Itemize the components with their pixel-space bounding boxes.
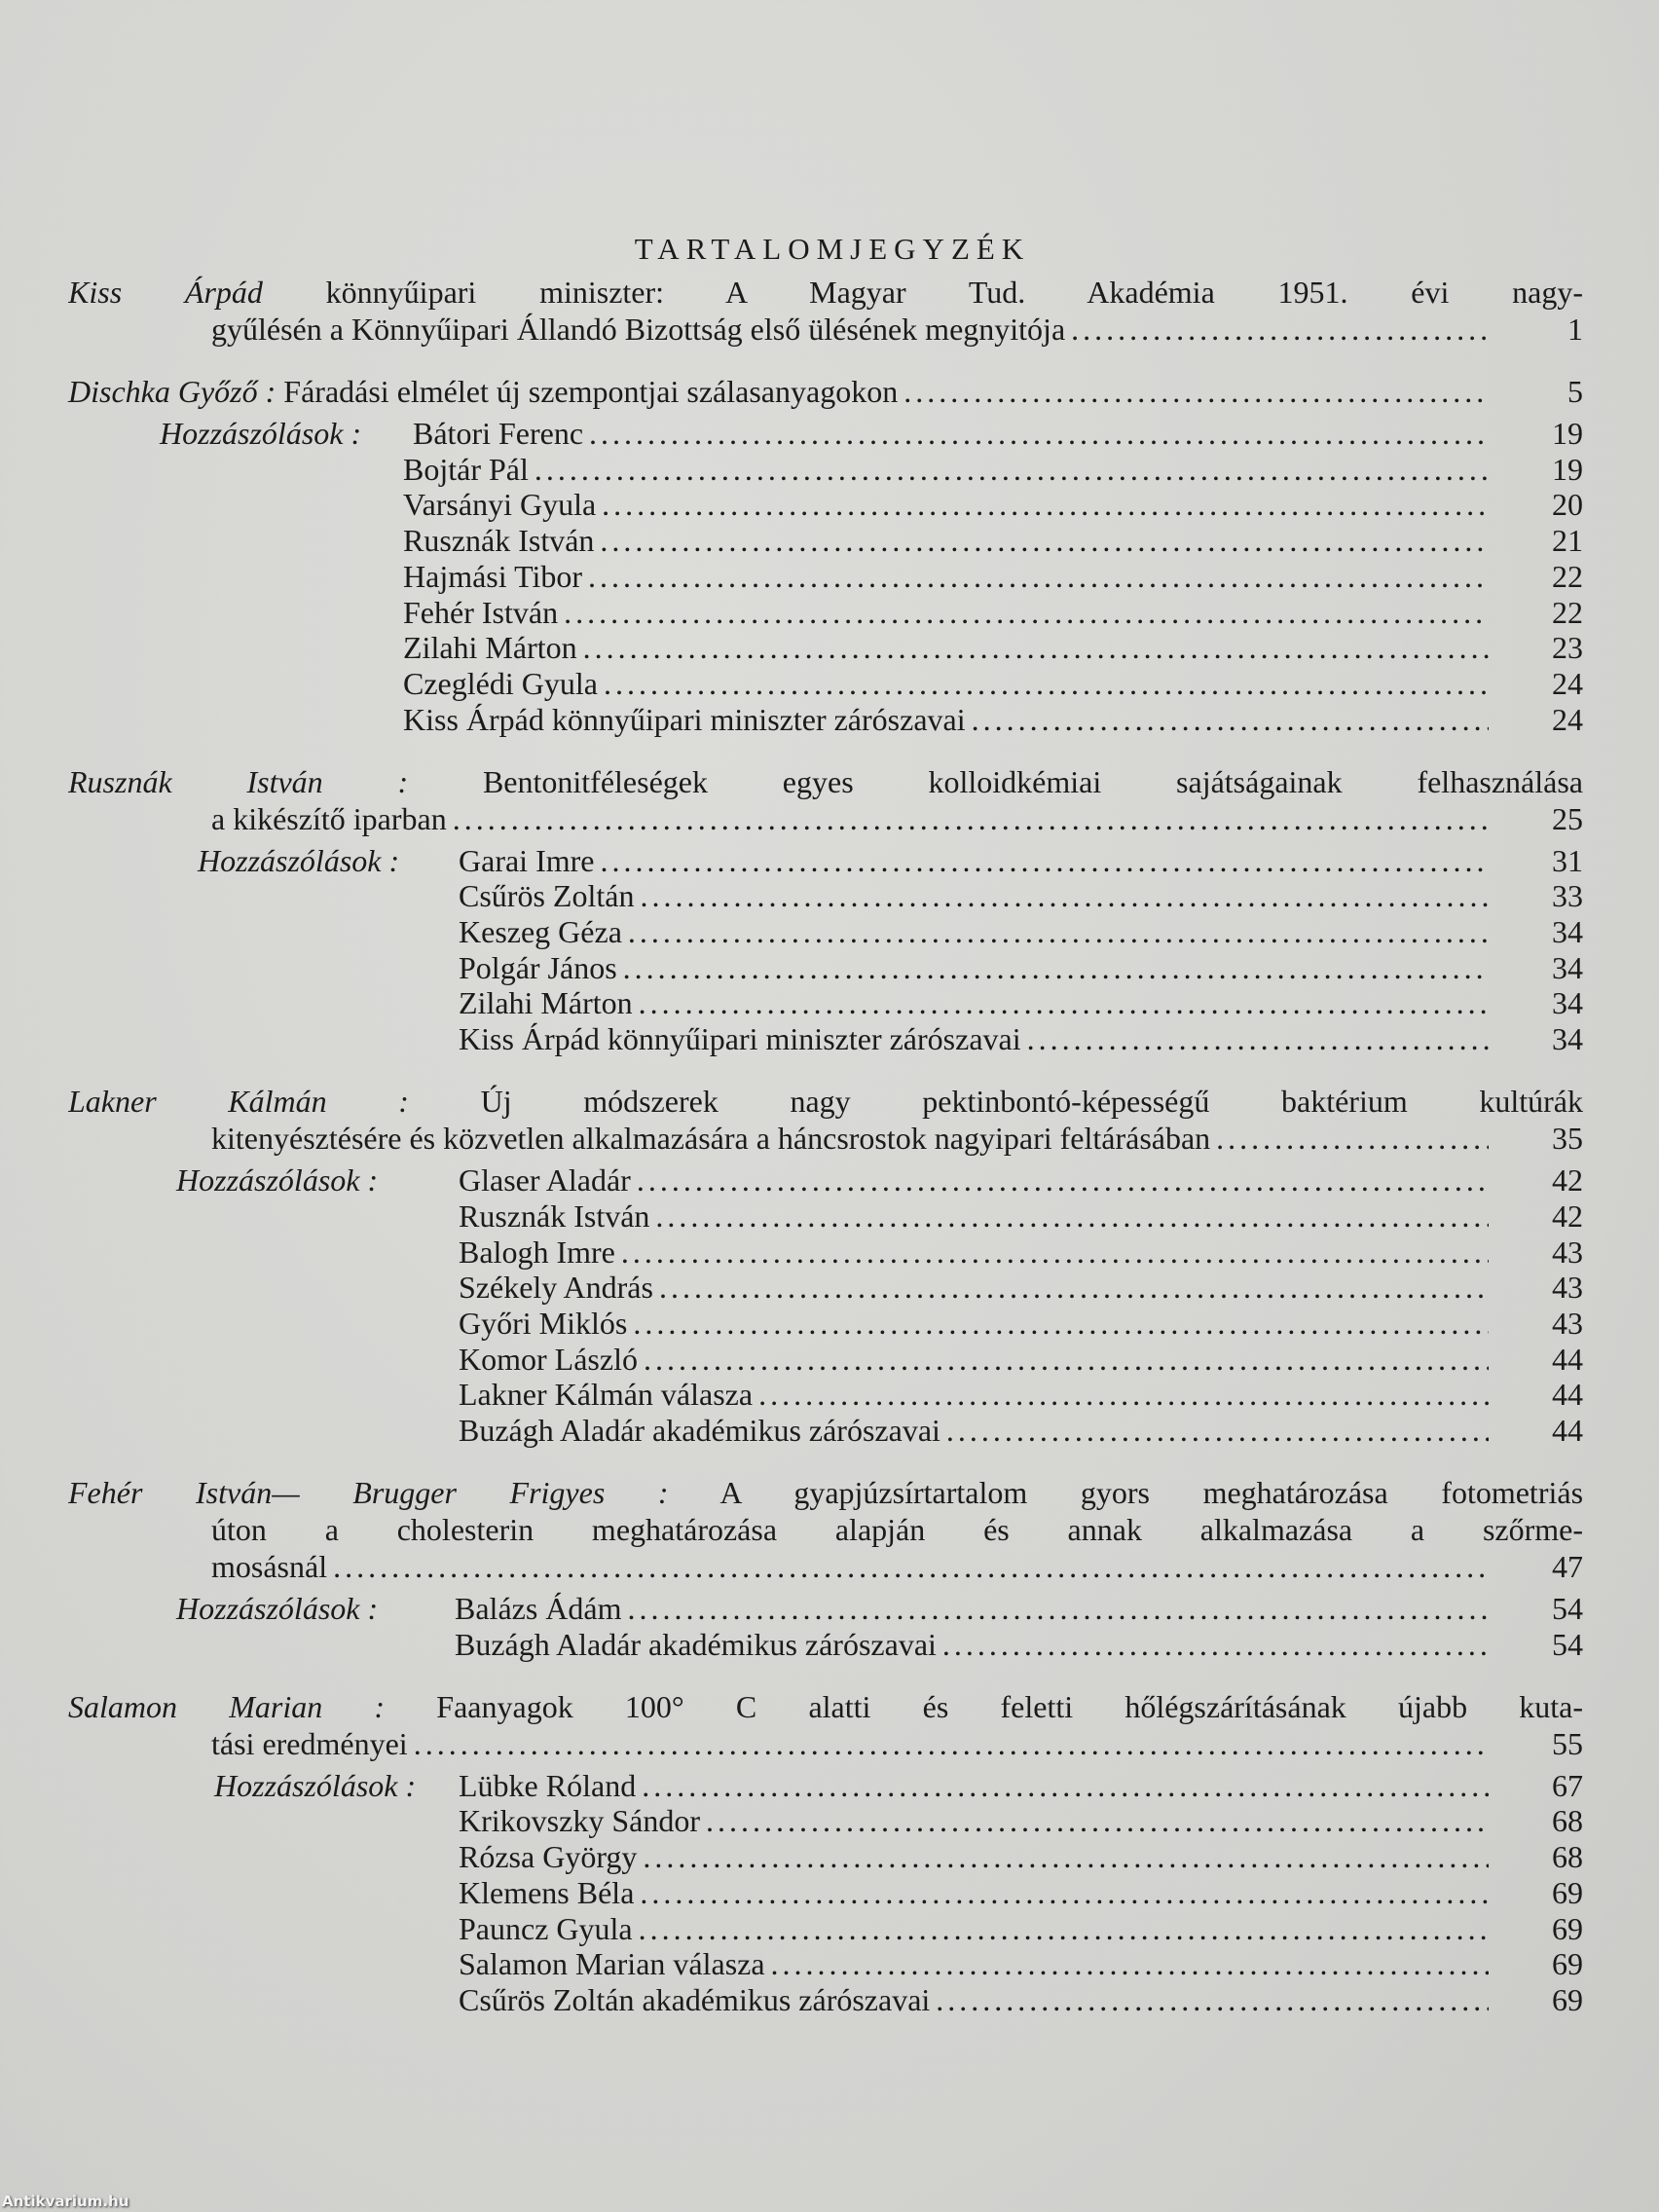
page-number: 21 [1552, 523, 1583, 559]
dot-leader [564, 595, 1489, 631]
dot-leader [972, 702, 1489, 738]
page-number: 69 [1552, 1981, 1583, 2017]
page-number: 22 [1552, 558, 1583, 594]
dot-leader [1027, 1021, 1489, 1057]
discussion-line [459, 1198, 1583, 1235]
dot-leader [621, 1235, 1489, 1271]
discussion-line [214, 1767, 1583, 1804]
page-number: 44 [1552, 1341, 1583, 1377]
discussion-line [176, 1591, 1583, 1627]
entry-title: a kikészítő iparban [211, 800, 447, 836]
page-number: 22 [1552, 594, 1583, 630]
page-number: 25 [1552, 800, 1583, 836]
entry-title: könnyűipari miniszter: A Magyar Tud. Akadémia 1951. évi nagy- [325, 275, 1583, 310]
discussion-line [403, 630, 1583, 666]
entry-title: úton a cholesterin meghatározása alapján és annak alkalmazása a szőrme- [211, 1512, 1583, 1547]
dot-leader [535, 452, 1489, 488]
entry-title-text [68, 1084, 1583, 1120]
discussion-line [403, 595, 1583, 631]
entry-title-text [68, 275, 1583, 311]
toc-entry-line [68, 1475, 1583, 1511]
page-number: 24 [1552, 701, 1583, 737]
dot-leader [946, 1413, 1489, 1449]
discussion-line [459, 1839, 1583, 1875]
entry-author: Kiss Árpád [68, 275, 263, 310]
discussant-name: Kiss Árpád könnyűipari miniszter zárószavai [403, 701, 966, 737]
discussion-line [198, 842, 1583, 879]
discussion-line [455, 1627, 1583, 1663]
entry-title-text [211, 1512, 1583, 1548]
entry-title-text [211, 1549, 327, 1585]
discussion-line [459, 1021, 1583, 1057]
toc-entry-line [68, 1689, 1583, 1725]
toc-entry-line [211, 801, 1583, 837]
dot-leader [642, 1768, 1489, 1804]
dot-leader [583, 630, 1489, 666]
discussions-label: Hozzászólások : [176, 1591, 379, 1626]
dot-leader [771, 1946, 1489, 1982]
discussant-name: Lübke Róland [459, 1767, 637, 1803]
discussion-line [176, 1162, 1583, 1198]
entry-title-text [211, 801, 447, 837]
entry-title: kitenyésztésére és közvetlen alkalmazására a háncsrostok nagyipari feltárásában [211, 1121, 1211, 1157]
toc-entry-line [211, 1549, 1583, 1585]
discussion-line [403, 559, 1583, 595]
page-number: 33 [1552, 878, 1583, 914]
entry-title: A gyapjúzsírtartalom gyors meghatározása fotometriás [719, 1475, 1583, 1510]
discussion-line [459, 878, 1583, 914]
dot-leader [903, 374, 1489, 410]
discussant-name: Székely András [459, 1270, 653, 1306]
entry-title-text [68, 1475, 1583, 1511]
page-number: 19 [1552, 416, 1583, 451]
discussant-name: Fehér István [403, 594, 559, 630]
toc-entry-line [211, 1121, 1583, 1157]
discussion-line [403, 702, 1583, 738]
entry-title-text [68, 1689, 1583, 1725]
dot-leader [936, 1982, 1489, 2018]
page-title: TARTALOMJEGYZÉK [634, 232, 1031, 266]
discussant-name: Polgár János [459, 949, 617, 985]
discussant-name: Rózsa György [459, 1839, 638, 1875]
dot-leader [706, 1803, 1489, 1839]
discussion-line [459, 1413, 1583, 1449]
dot-leader [333, 1549, 1489, 1585]
page-number: 43 [1552, 1270, 1583, 1306]
discussant-name: Győri Miklós [459, 1305, 628, 1341]
dot-leader [414, 1726, 1489, 1762]
discussant-name: Lakner Kálmán válasza [459, 1377, 754, 1413]
discussant-name: Csűrös Zoltán [459, 878, 635, 914]
dot-leader [628, 1591, 1490, 1627]
page-number: 5 [1567, 374, 1583, 409]
page-number: 68 [1552, 1839, 1583, 1875]
dot-leader [633, 1306, 1489, 1342]
page-number: 43 [1552, 1234, 1583, 1270]
dot-leader [655, 1198, 1489, 1235]
page-number: 34 [1552, 985, 1583, 1021]
discussant-name: Rusznák István [459, 1198, 650, 1234]
page-number: 23 [1552, 630, 1583, 666]
discussant-name: Buzágh Aladár akadémikus zárószavai [455, 1626, 937, 1662]
dot-leader [659, 1270, 1489, 1306]
entry-author: Rusznák István : [68, 763, 409, 799]
dot-leader [589, 416, 1489, 452]
dot-leader [639, 1911, 1489, 1947]
entry-title-text [211, 1121, 1210, 1157]
page-number: 67 [1552, 1767, 1583, 1803]
dot-leader [1216, 1121, 1489, 1157]
discussion-line [459, 1270, 1583, 1306]
discussion-line [459, 1911, 1583, 1947]
entry-author: Fehér István— Brugger Frigyes : [68, 1475, 669, 1510]
toc-entry-line [68, 764, 1583, 800]
page-number: 35 [1552, 1121, 1583, 1157]
page-number: 34 [1552, 914, 1583, 949]
discussion-line [459, 914, 1583, 950]
page-number: 69 [1552, 1910, 1583, 1946]
discussant-name: Bátori Ferenc [413, 416, 584, 451]
discussion-line [403, 666, 1583, 702]
discussions-label: Hozzászólások : [176, 1162, 379, 1198]
discussant-name: Balogh Imre [459, 1234, 615, 1270]
discussant-name: Zilahi Márton [403, 630, 577, 666]
entry-title-text [211, 1726, 408, 1762]
page-number: 42 [1552, 1162, 1583, 1198]
dot-leader [588, 559, 1489, 595]
discussion-line [459, 1235, 1583, 1271]
entry-title: gyűlésén a Könnyűipari Állandó Bizottság első ülésének megnyitója [211, 312, 1066, 347]
discussant-name: Keszeg Géza [459, 914, 622, 949]
discussion-line [459, 1875, 1583, 1911]
discussion-line [459, 1982, 1583, 2018]
discussant-name: Glaser Aladár [459, 1162, 631, 1198]
dot-leader [628, 914, 1489, 950]
discussion-line [459, 1803, 1583, 1839]
entry-title: Bentonitféleségek egyes kolloidkémiai sajátságainak felhasználása [482, 763, 1583, 799]
dot-leader [643, 1839, 1489, 1875]
discussant-name: Balázs Ádám [455, 1591, 622, 1626]
dot-leader [600, 843, 1489, 879]
page-number: 19 [1552, 451, 1583, 487]
toc-entry-line [211, 312, 1583, 348]
dot-leader [453, 801, 1489, 837]
watermark: Antikvarium.hu [2, 2193, 129, 2210]
page-number: 44 [1552, 1377, 1583, 1413]
dot-leader [640, 878, 1489, 914]
discussant-name: Komor László [459, 1341, 638, 1377]
discussant-name: Czeglédi Gyula [403, 665, 598, 701]
page-number: 68 [1552, 1803, 1583, 1839]
toc-entry-line [211, 1512, 1583, 1548]
discussant-name: Csűrös Zoltán akadémikus zárószavai [459, 1981, 931, 2017]
discussion-line [459, 1342, 1583, 1378]
discussions-label: Hozzászólások : [160, 416, 362, 451]
discussion-line [403, 523, 1583, 559]
entry-title: mosásnál [211, 1549, 328, 1584]
dot-leader [623, 950, 1489, 986]
discussant-name: Garai Imre [459, 842, 595, 878]
entry-title-text [68, 374, 898, 410]
page-number: 54 [1552, 1626, 1583, 1662]
entry-author: Salamon Marian : [68, 1688, 386, 1724]
entry-author: Lakner Kálmán : [68, 1084, 409, 1120]
toc-entry-line [68, 275, 1583, 311]
dot-leader [639, 985, 1489, 1021]
discussions-label: Hozzászólások : [214, 1767, 417, 1803]
page-number: 1 [1567, 312, 1583, 347]
discussant-name: Klemens Béla [459, 1874, 635, 1910]
dot-leader [644, 1342, 1489, 1378]
dot-leader [602, 487, 1489, 523]
page-number: 69 [1552, 1946, 1583, 1982]
page-number: 24 [1552, 665, 1583, 701]
toc-entry-line [211, 1726, 1583, 1762]
entry-title: Új módszerek nagy pektinbontó-képességű baktérium kultúrák [480, 1084, 1583, 1120]
discussion-line [459, 1946, 1583, 1982]
discussion-line [160, 416, 1583, 452]
page-number: 47 [1552, 1549, 1583, 1584]
page-number: 34 [1552, 949, 1583, 985]
page-number: 34 [1552, 1021, 1583, 1057]
discussion-line [459, 1306, 1583, 1342]
dot-leader [758, 1377, 1489, 1413]
page-number: 20 [1552, 487, 1583, 523]
page-number: 54 [1552, 1591, 1583, 1626]
entry-title: Fáradási elmélet új szempontjai szálasanyagokon [283, 374, 899, 409]
discussant-name: Varsányi Gyula [403, 487, 597, 523]
toc-entry-line [68, 374, 1583, 410]
dot-leader [1071, 312, 1489, 348]
page-number: 55 [1552, 1725, 1583, 1761]
discussant-name: Bojtár Pál [403, 451, 529, 487]
dot-leader [600, 523, 1489, 559]
dot-leader [637, 1162, 1489, 1198]
page-number: 42 [1552, 1198, 1583, 1234]
entry-title-text [68, 764, 1583, 800]
dot-leader [604, 666, 1489, 702]
discussion-line [459, 1377, 1583, 1413]
discussions-label: Hozzászólások : [198, 842, 400, 878]
page-number: 44 [1552, 1413, 1583, 1448]
discussion-line [403, 487, 1583, 523]
toc-entry-line [68, 1084, 1583, 1120]
entry-title: tási eredményei [211, 1725, 408, 1761]
page-number: 69 [1552, 1874, 1583, 1910]
discussant-name: Krikovszky Sándor [459, 1803, 700, 1839]
discussant-name: Buzágh Aladár akadémikus zárószavai [459, 1413, 940, 1448]
entry-title: Faanyagok 100° C alatti és feletti hőlégszárításának újabb kuta- [436, 1688, 1583, 1724]
discussion-line [459, 950, 1583, 986]
discussant-name: Hajmási Tibor [403, 558, 583, 594]
discussant-name: Salamon Marian válasza [459, 1946, 765, 1982]
discussion-line [403, 452, 1583, 488]
entry-title-text [211, 312, 1065, 348]
page-number: 43 [1552, 1305, 1583, 1341]
dot-leader [942, 1627, 1489, 1663]
discussant-name: Kiss Árpád könnyűipari miniszter zárószavai [459, 1021, 1021, 1057]
dot-leader [640, 1875, 1489, 1911]
entry-author: Dischka Győző : [68, 374, 276, 409]
discussant-name: Pauncz Gyula [459, 1910, 633, 1946]
discussant-name: Rusznák István [403, 523, 595, 559]
page-number: 31 [1552, 842, 1583, 878]
discussant-name: Zilahi Márton [459, 985, 633, 1021]
discussion-line [459, 985, 1583, 1021]
